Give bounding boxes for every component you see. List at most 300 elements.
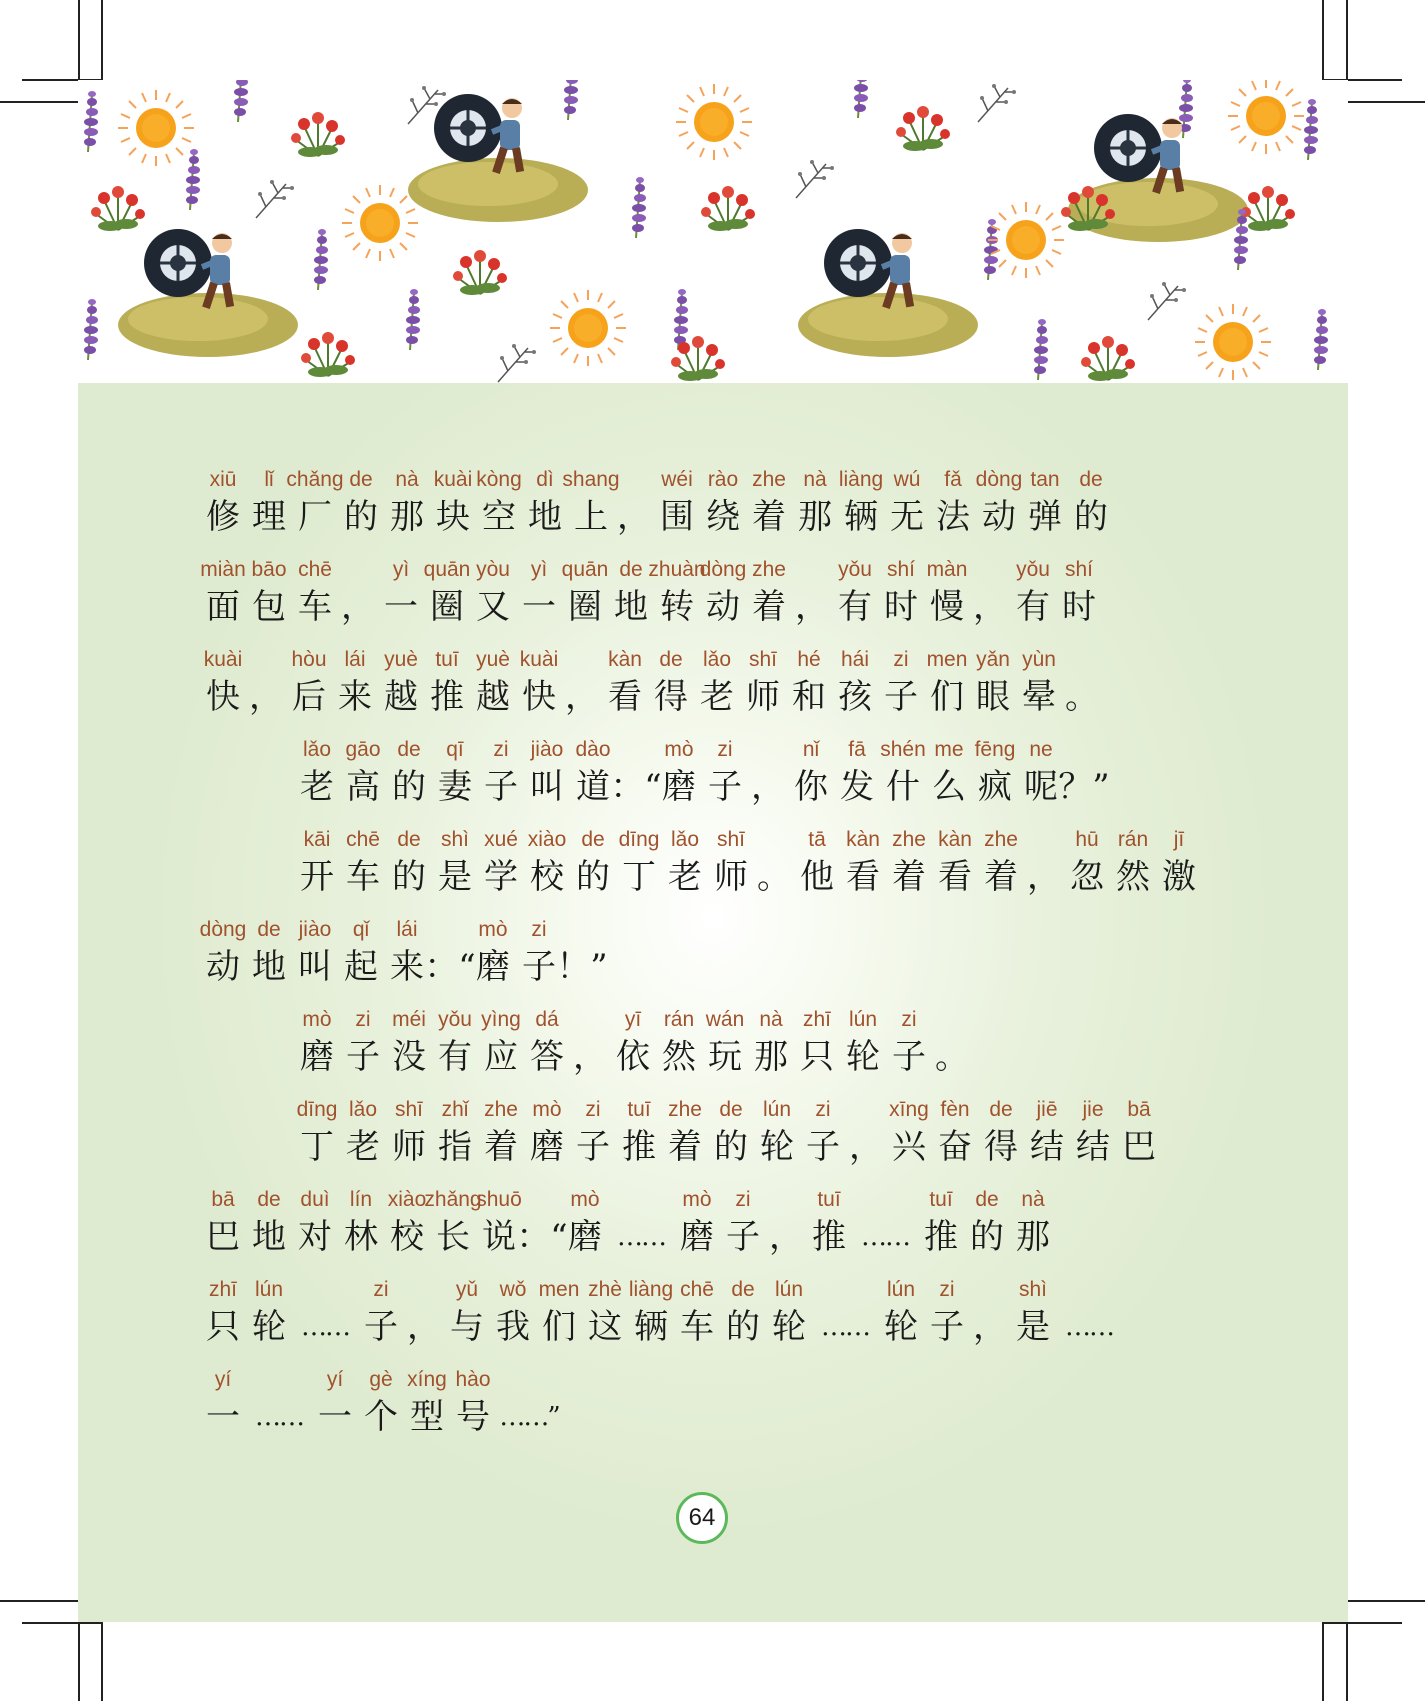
ruby-unit bbox=[878, 555, 924, 629]
ruby-unit bbox=[978, 1095, 1024, 1169]
hanzi: 只 bbox=[206, 1307, 240, 1347]
twig-icon bbox=[978, 84, 1016, 122]
ruby-unit bbox=[562, 1185, 608, 1259]
ruby-unit bbox=[792, 465, 838, 539]
hanzi: 动 bbox=[706, 587, 740, 627]
ruby-unit bbox=[424, 915, 476, 989]
ruby-unit bbox=[516, 645, 562, 719]
hanzi: 的 bbox=[970, 1217, 1004, 1257]
hanzi: 那 bbox=[390, 497, 424, 537]
ruby-unit bbox=[562, 465, 620, 539]
hanzi: 子 bbox=[726, 1217, 760, 1257]
pinyin: mò bbox=[682, 1188, 712, 1211]
hanzi: 弹 bbox=[1028, 497, 1062, 537]
hanzi: 理 bbox=[252, 497, 286, 537]
red-flower-icon bbox=[301, 332, 355, 377]
lavender-icon bbox=[84, 299, 98, 360]
ruby-unit bbox=[358, 1275, 404, 1349]
hanzi: ， bbox=[565, 677, 599, 717]
ruby-unit bbox=[294, 735, 340, 809]
pinyin: shī bbox=[748, 648, 777, 671]
hanzi: 。 bbox=[935, 1037, 969, 1077]
ruby-unit bbox=[832, 555, 878, 629]
hanzi: ， bbox=[1027, 857, 1061, 897]
pinyin: hū bbox=[1075, 828, 1099, 851]
crop-mark bbox=[1346, 0, 1348, 80]
sun-icon bbox=[988, 202, 1064, 278]
hanzi: …… bbox=[301, 1312, 349, 1342]
pinyin: quān bbox=[561, 558, 609, 581]
ruby-unit bbox=[766, 1185, 806, 1259]
ruby-unit bbox=[852, 1185, 918, 1259]
pinyin: liàng bbox=[838, 468, 884, 491]
hanzi: 晕 bbox=[1022, 677, 1056, 717]
pinyin: yí bbox=[326, 1368, 344, 1391]
ruby-unit bbox=[754, 1095, 800, 1169]
pinyin: nà bbox=[395, 468, 419, 491]
ruby-unit bbox=[1068, 465, 1114, 539]
hanzi: 那 bbox=[798, 497, 832, 537]
pinyin: dòng bbox=[975, 468, 1023, 491]
ruby-unit bbox=[478, 735, 524, 809]
ruby-unit bbox=[286, 645, 332, 719]
pinyin: zhī bbox=[208, 1278, 237, 1301]
ruby-unit bbox=[788, 735, 834, 809]
pinyin: lún bbox=[762, 1098, 792, 1121]
pinyin: jī bbox=[1173, 828, 1185, 851]
pinyin: men bbox=[538, 1278, 580, 1301]
pinyin: méi bbox=[392, 1008, 426, 1031]
ruby-unit bbox=[432, 825, 478, 899]
text-line bbox=[200, 1275, 1122, 1349]
pinyin: gè bbox=[369, 1368, 393, 1391]
ruby-unit bbox=[610, 735, 662, 809]
ruby-unit bbox=[312, 1365, 358, 1439]
ruby-unit bbox=[932, 1095, 978, 1169]
pinyin: de bbox=[257, 918, 281, 941]
pinyin: yǒu bbox=[838, 558, 872, 581]
ruby-unit bbox=[834, 735, 880, 809]
pinyin: hé bbox=[797, 648, 821, 671]
hanzi: 快 bbox=[206, 677, 240, 717]
pinyin: yuè bbox=[476, 648, 510, 671]
hanzi: 个 bbox=[364, 1397, 398, 1437]
hanzi: 然 bbox=[662, 1037, 696, 1077]
ruby-unit bbox=[746, 465, 792, 539]
ruby-unit bbox=[926, 735, 972, 809]
hanzi: 越 bbox=[476, 677, 510, 717]
ruby-unit bbox=[246, 1275, 292, 1349]
ruby-unit bbox=[444, 1275, 490, 1349]
hanzi: 眼 bbox=[976, 677, 1010, 717]
ruby-unit bbox=[840, 1005, 886, 1079]
pinyin: zi bbox=[493, 738, 509, 761]
hanzi: 么 bbox=[932, 767, 966, 807]
ruby-unit bbox=[748, 735, 788, 809]
ruby-unit bbox=[332, 645, 378, 719]
hanzi: 起 bbox=[344, 947, 378, 987]
pinyin: jiē bbox=[1036, 1098, 1058, 1121]
hanzi: 的 bbox=[1074, 497, 1108, 537]
pinyin: rán bbox=[1117, 828, 1149, 851]
ruby-unit bbox=[424, 1185, 482, 1259]
ruby-unit bbox=[286, 465, 344, 539]
hanzi: 巴 bbox=[206, 1217, 240, 1257]
text-line bbox=[200, 465, 1114, 539]
text-line bbox=[200, 645, 1102, 719]
hanzi: 修 bbox=[206, 497, 240, 537]
ruby-unit bbox=[674, 1185, 720, 1259]
hanzi: 越 bbox=[384, 677, 418, 717]
pinyin: chē bbox=[298, 558, 332, 581]
pinyin: wán bbox=[705, 1008, 745, 1031]
hanzi: 面 bbox=[206, 587, 240, 627]
hanzi: 林 bbox=[344, 1217, 378, 1257]
hanzi: 高 bbox=[346, 767, 380, 807]
pinyin: nà bbox=[803, 468, 827, 491]
hanzi: 轮 bbox=[252, 1307, 286, 1347]
lavender-icon bbox=[1034, 319, 1048, 380]
ruby-unit bbox=[970, 1275, 1010, 1349]
lavender-icon bbox=[1304, 99, 1318, 160]
hanzi: 叫 bbox=[530, 767, 564, 807]
ruby-unit bbox=[246, 465, 292, 539]
pinyin: de bbox=[349, 468, 373, 491]
pinyin: jie bbox=[1082, 1098, 1104, 1121]
pinyin: zhe bbox=[752, 558, 786, 581]
ruby-unit bbox=[656, 735, 702, 809]
lavender-icon bbox=[406, 289, 420, 350]
hanzi: 疯 bbox=[978, 767, 1012, 807]
ruby-unit bbox=[386, 825, 432, 899]
ruby-unit bbox=[614, 465, 654, 539]
ruby-unit bbox=[338, 1185, 384, 1259]
pinyin: jiào bbox=[298, 918, 332, 941]
text-line bbox=[200, 1365, 562, 1439]
hanzi: 一 bbox=[206, 1397, 240, 1437]
ruby-unit bbox=[516, 555, 562, 629]
hanzi: …… bbox=[821, 1312, 869, 1342]
pinyin: shī bbox=[394, 1098, 423, 1121]
ruby-unit bbox=[846, 1095, 886, 1169]
hanzi: 圈 bbox=[568, 587, 602, 627]
hanzi: 依 bbox=[616, 1037, 650, 1077]
pinyin: zhe bbox=[668, 1098, 702, 1121]
pinyin: màn bbox=[926, 558, 968, 581]
pinyin: de bbox=[1079, 468, 1103, 491]
pinyin: hái bbox=[840, 648, 870, 671]
ruby-unit bbox=[720, 1185, 766, 1259]
pinyin: qǐ bbox=[352, 918, 370, 941]
hanzi: ， bbox=[341, 587, 375, 627]
pinyin: fǎ bbox=[944, 468, 962, 491]
pinyin: de bbox=[619, 558, 643, 581]
pinyin: men bbox=[926, 648, 968, 671]
hanzi: 有 bbox=[438, 1037, 472, 1077]
ruby-unit bbox=[476, 1185, 522, 1259]
hanzi: 老 bbox=[346, 1127, 380, 1167]
ruby-unit bbox=[432, 1005, 478, 1079]
ruby-unit bbox=[662, 825, 708, 899]
hanzi: 地 bbox=[252, 947, 286, 987]
hanzi: 磨 bbox=[662, 767, 696, 807]
pinyin: mò bbox=[302, 1008, 332, 1031]
hanzi: 子 bbox=[806, 1127, 840, 1167]
hanzi: 车 bbox=[680, 1307, 714, 1347]
ruby-unit bbox=[424, 645, 470, 719]
ruby-unit bbox=[378, 645, 424, 719]
ruby-unit bbox=[1010, 1275, 1056, 1349]
pinyin: yǒu bbox=[1016, 558, 1050, 581]
ruby-unit bbox=[570, 735, 616, 809]
sun-icon bbox=[1228, 80, 1304, 154]
pinyin: hào bbox=[455, 1368, 491, 1391]
ruby-unit bbox=[964, 1185, 1010, 1259]
hanzi: 没 bbox=[392, 1037, 426, 1077]
hanzi: 地 bbox=[252, 1217, 286, 1257]
pinyin: kàn bbox=[938, 828, 972, 851]
hanzi: 子 bbox=[708, 767, 742, 807]
ruby-unit bbox=[648, 555, 706, 629]
hanzi: 来 bbox=[338, 677, 372, 717]
ruby-unit bbox=[806, 1185, 852, 1259]
pinyin: kàn bbox=[846, 828, 880, 851]
ruby-unit bbox=[200, 1365, 246, 1439]
ruby-unit bbox=[924, 555, 970, 629]
pinyin: tuī bbox=[817, 1188, 841, 1211]
pinyin: chē bbox=[346, 828, 380, 851]
red-flower-icon bbox=[701, 186, 755, 231]
ruby-unit bbox=[1058, 735, 1110, 809]
text-line bbox=[294, 1005, 972, 1079]
ruby-unit bbox=[1022, 465, 1068, 539]
hanzi: 着 bbox=[752, 497, 786, 537]
pinyin: fèn bbox=[940, 1098, 970, 1121]
pinyin: lǎo bbox=[702, 648, 732, 671]
hanzi: 车 bbox=[298, 587, 332, 627]
hanzi: 对 bbox=[298, 1217, 332, 1257]
ruby-unit bbox=[294, 825, 340, 899]
hanzi: 师 bbox=[714, 857, 748, 897]
ruby-unit bbox=[292, 1275, 358, 1349]
hanzi: 一 bbox=[384, 587, 418, 627]
ruby-unit bbox=[524, 825, 570, 899]
ruby-unit bbox=[1070, 1095, 1116, 1169]
hanzi: 一 bbox=[318, 1397, 352, 1437]
pinyin: zhǐ bbox=[441, 1098, 469, 1121]
ruby-unit bbox=[478, 825, 524, 899]
pinyin: kāi bbox=[303, 828, 331, 851]
ruby-unit bbox=[292, 555, 338, 629]
pinyin: xíng bbox=[407, 1368, 447, 1391]
hanzi: 推 bbox=[430, 677, 464, 717]
hanzi: 孩 bbox=[838, 677, 872, 717]
pinyin: zhī bbox=[802, 1008, 831, 1031]
ruby-unit bbox=[880, 735, 926, 809]
hanzi: 号 bbox=[456, 1397, 490, 1437]
twig-icon bbox=[498, 344, 536, 382]
red-flower-icon bbox=[291, 112, 345, 157]
pinyin: rán bbox=[663, 1008, 695, 1031]
hanzi: 磨 bbox=[530, 1127, 564, 1167]
illustration-svg bbox=[78, 80, 1348, 383]
pinyin: zhǎng bbox=[424, 1188, 482, 1211]
ruby-unit bbox=[294, 1095, 340, 1169]
sun-icon bbox=[118, 90, 194, 166]
hanzi: 子 bbox=[892, 1037, 926, 1077]
hanzi: 校 bbox=[390, 1217, 424, 1257]
ruby-unit bbox=[708, 1095, 754, 1169]
pinyin: bā bbox=[211, 1188, 235, 1211]
pinyin: dòng bbox=[699, 558, 747, 581]
pinyin: tā bbox=[808, 828, 826, 851]
hanzi: 轮 bbox=[846, 1037, 880, 1077]
pinyin: zi bbox=[585, 1098, 601, 1121]
ruby-unit bbox=[608, 1185, 674, 1259]
pinyin: lái bbox=[344, 648, 366, 671]
hanzi: 长 bbox=[436, 1217, 470, 1257]
ruby-unit bbox=[470, 915, 516, 989]
pinyin: lún bbox=[886, 1278, 916, 1301]
ruby-unit bbox=[970, 555, 1010, 629]
pinyin: zi bbox=[893, 648, 909, 671]
pinyin: wéi bbox=[661, 468, 693, 491]
ruby-unit bbox=[884, 465, 930, 539]
ruby-unit bbox=[1010, 555, 1056, 629]
ruby-unit bbox=[338, 915, 384, 989]
ruby-unit bbox=[1062, 645, 1102, 719]
hanzi: 轮 bbox=[884, 1307, 918, 1347]
pinyin: me bbox=[934, 738, 964, 761]
ruby-unit bbox=[932, 1005, 972, 1079]
hanzi: 有 bbox=[1016, 587, 1050, 627]
hanzi: 指 bbox=[438, 1127, 472, 1167]
pinyin: shuō bbox=[476, 1188, 522, 1211]
hanzi: 动 bbox=[206, 947, 240, 987]
pinyin: yǒu bbox=[438, 1008, 472, 1031]
hanzi: 时 bbox=[884, 587, 918, 627]
hanzi: ， bbox=[973, 1307, 1007, 1347]
pinyin: zi bbox=[531, 918, 547, 941]
ruby-unit bbox=[516, 915, 562, 989]
pinyin: lái bbox=[396, 918, 418, 941]
ruby-unit bbox=[432, 735, 478, 809]
pinyin: xiào bbox=[387, 1188, 427, 1211]
hanzi: 呢 bbox=[1024, 767, 1058, 807]
pinyin: shén bbox=[880, 738, 926, 761]
hanzi: ：“ bbox=[610, 767, 662, 807]
ruby-unit bbox=[562, 645, 602, 719]
hanzi: 有 bbox=[838, 587, 872, 627]
pinyin: lǐ bbox=[264, 468, 274, 491]
ruby-unit bbox=[384, 915, 430, 989]
hanzi: 的 bbox=[714, 1127, 748, 1167]
hanzi: 时 bbox=[1062, 587, 1096, 627]
hanzi: 我 bbox=[496, 1307, 530, 1347]
ruby-unit bbox=[246, 1185, 292, 1259]
hanzi: 子 bbox=[364, 1307, 398, 1347]
ruby-unit bbox=[702, 735, 748, 809]
hanzi: ， bbox=[617, 497, 651, 537]
ruby-unit bbox=[358, 1365, 404, 1439]
hanzi: 磨 bbox=[680, 1217, 714, 1257]
pinyin: rào bbox=[707, 468, 739, 491]
pinyin: yì bbox=[392, 558, 410, 581]
ruby-unit bbox=[246, 645, 286, 719]
hanzi: 说 bbox=[482, 1217, 516, 1257]
hanzi: 兴 bbox=[892, 1127, 926, 1167]
hanzi: 是 bbox=[1016, 1307, 1050, 1347]
hanzi: ， bbox=[407, 1307, 441, 1347]
ruby-unit bbox=[708, 825, 754, 899]
hanzi: 包 bbox=[252, 587, 286, 627]
ruby-unit bbox=[522, 465, 568, 539]
lavender-icon bbox=[234, 80, 248, 122]
ruby-unit bbox=[754, 825, 794, 899]
lavender-icon bbox=[186, 149, 200, 210]
pinyin: liàng bbox=[628, 1278, 674, 1301]
pinyin: lún bbox=[254, 1278, 284, 1301]
ruby-unit bbox=[200, 915, 246, 989]
ruby-unit bbox=[656, 1005, 702, 1079]
hanzi: …… bbox=[861, 1222, 909, 1252]
ruby-unit bbox=[924, 645, 970, 719]
lavender-icon bbox=[1314, 309, 1328, 370]
hanzi: 后 bbox=[292, 677, 326, 717]
hanzi: 圈 bbox=[430, 587, 464, 627]
ruby-unit bbox=[292, 1185, 338, 1259]
ruby-unit bbox=[610, 1005, 656, 1079]
ruby-unit bbox=[654, 465, 700, 539]
hanzi: 慢 bbox=[930, 587, 964, 627]
pinyin: yì bbox=[530, 558, 548, 581]
ruby-unit bbox=[1110, 825, 1156, 899]
ruby-unit bbox=[720, 1275, 766, 1349]
pinyin: yuè bbox=[384, 648, 418, 671]
ruby-unit bbox=[536, 1275, 582, 1349]
hanzi: 轮 bbox=[772, 1307, 806, 1347]
ruby-unit bbox=[1016, 645, 1062, 719]
hanzi: 的 bbox=[392, 857, 426, 897]
hanzi: 与 bbox=[450, 1307, 484, 1347]
pinyin: xīng bbox=[889, 1098, 929, 1121]
ruby-unit bbox=[478, 1095, 524, 1169]
hanzi: 型 bbox=[410, 1397, 444, 1437]
crop-mark bbox=[22, 1622, 102, 1624]
hanzi: 你 bbox=[794, 767, 828, 807]
pinyin: dá bbox=[535, 1008, 559, 1031]
ruby-unit bbox=[602, 645, 648, 719]
ruby-unit bbox=[384, 1185, 430, 1259]
pinyin: zhe bbox=[984, 828, 1018, 851]
ruby-unit bbox=[1064, 825, 1110, 899]
ruby-unit bbox=[878, 1275, 924, 1349]
pinyin: zhe bbox=[752, 468, 786, 491]
ruby-unit bbox=[1010, 1185, 1056, 1259]
pinyin: de bbox=[975, 1188, 999, 1211]
ruby-unit bbox=[562, 555, 608, 629]
pinyin: yí bbox=[214, 1368, 232, 1391]
lavender-icon bbox=[632, 177, 646, 238]
red-flower-icon bbox=[896, 106, 950, 151]
pinyin: yǔ bbox=[455, 1278, 479, 1301]
ruby-unit bbox=[1024, 1095, 1070, 1169]
hanzi: 的 bbox=[392, 767, 426, 807]
ruby-unit bbox=[616, 825, 662, 899]
pinyin: nà bbox=[1021, 1188, 1045, 1211]
hanzi: 得 bbox=[654, 677, 688, 717]
hanzi: 得 bbox=[984, 1127, 1018, 1167]
